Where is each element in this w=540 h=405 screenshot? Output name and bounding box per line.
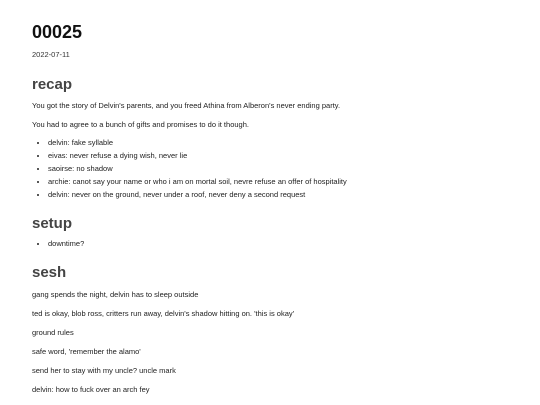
- list-item: • delvin: fake syllable: [48, 136, 508, 149]
- list-item: • saoirse: no shadow: [48, 162, 508, 175]
- recap-paragraph: You had to agree to a bunch of gifts and promises to do it though.: [32, 120, 249, 129]
- setup-section: [32, 215, 508, 250]
- sesh-line: safe word, 'remember the alamo': [32, 347, 141, 356]
- setup-list: [32, 237, 508, 250]
- list-item: • downtime?: [48, 237, 508, 250]
- sesh-heading: sesh: [32, 264, 67, 281]
- recap-paragraph: You got the story of Delvin's parents, and you freed Athina from Alberon's never ending party.: [32, 101, 341, 110]
- sesh-line: gang spends the night, delvin has to sleep outside: [32, 290, 199, 299]
- page-title: 00025: [32, 22, 83, 42]
- sesh-section: [32, 264, 508, 395]
- sesh-line: ground rules: [32, 328, 74, 337]
- sesh-line: delvin: how to fuck over an arch fey: [32, 385, 150, 394]
- recap-section: [32, 76, 508, 201]
- recap-list: [32, 136, 508, 201]
- sesh-line: ted is okay, blob ross, critters run away, delvin's shadow hitting on. 'this is okay': [32, 309, 295, 318]
- recap-heading: recap: [32, 76, 73, 93]
- list-item: • eivas: never refuse a dying wish, never lie: [48, 149, 508, 162]
- page-date: 2022-07-11: [32, 50, 70, 59]
- list-item: • archie: canot say your name or who i am on mortal soil, nevre refuse an offer of hospitality: [48, 175, 508, 188]
- sesh-line: send her to stay with my uncle? uncle mark: [32, 366, 176, 375]
- setup-heading: setup: [32, 215, 73, 232]
- list-item: • delvin: never on the ground, never under a roof, never deny a second request: [48, 188, 508, 201]
